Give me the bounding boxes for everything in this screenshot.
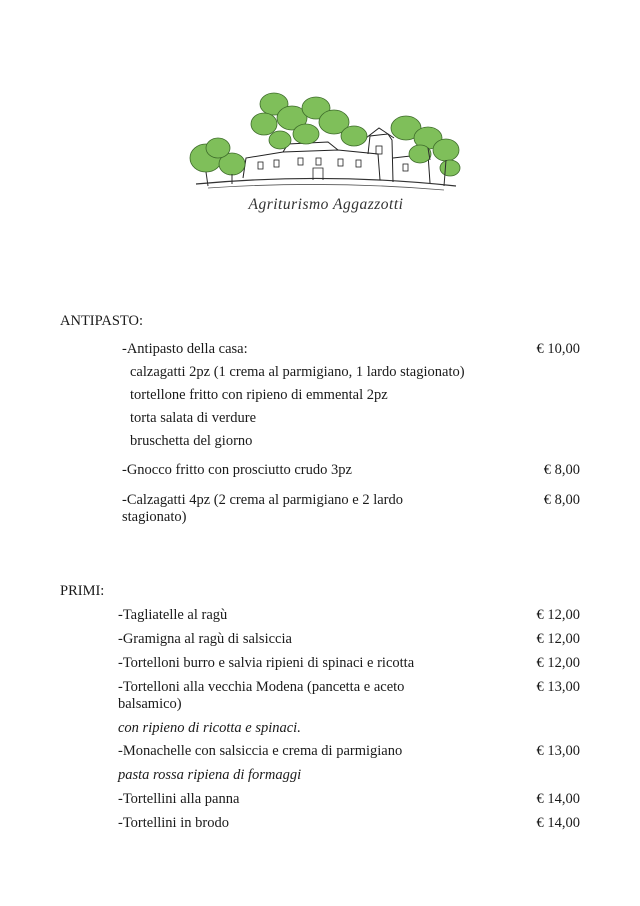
- house-detail: tortellone fritto con ripieno di emmental 2pz: [130, 387, 388, 403]
- menu-item-name: -Calzagatti 4pz (2 crema al parmigiano e 2 lardo stagionato): [122, 492, 404, 525]
- house-detail: bruschetta del giorno: [130, 433, 253, 449]
- menu-item-price: € 10,00: [536, 341, 580, 357]
- menu-item: [118, 655, 580, 673]
- menu-item-price: € 14,00: [536, 791, 580, 807]
- menu-item-name: -Antipasto della casa:: [122, 341, 248, 357]
- menu-item: [118, 607, 580, 625]
- menu-item-price: € 8,00: [543, 462, 580, 478]
- menu-item-name: -Tortellini alla panna: [118, 791, 240, 807]
- section-title-antipasto: ANTIPASTO:: [60, 313, 143, 329]
- menu-item-name: -Monachelle con salsiccia e crema di parmigiano: [118, 743, 403, 759]
- menu-item-name: -Tortellini in brodo: [118, 815, 229, 831]
- menu-item-name: -Tagliatelle al ragù: [118, 607, 228, 623]
- house-detail: calzagatti 2pz (1 crema al parmigiano, 1 lardo stagionato): [130, 364, 465, 380]
- menu-item: [122, 341, 580, 359]
- menu-item: [122, 492, 580, 528]
- agriturismo-logo: [188, 88, 464, 222]
- menu-item-price: € 12,00: [536, 655, 580, 671]
- menu-item-price: € 13,00: [536, 679, 580, 695]
- farmhouse-trees-illustration: [188, 88, 464, 198]
- menu-item: [118, 815, 580, 833]
- menu-item: [122, 462, 580, 480]
- menu-item: [118, 679, 580, 715]
- menu-item-name: -Gramigna al ragù di salsiccia: [118, 631, 292, 647]
- menu-item: [118, 743, 580, 761]
- dish-note: pasta rossa ripiena di formaggi: [118, 767, 302, 783]
- menu-item-price: € 14,00: [536, 815, 580, 831]
- menu-item: [118, 791, 580, 809]
- menu-item: [118, 631, 580, 649]
- menu-item-name: -Tortelloni burro e salvia ripieni di spinaci e ricotta: [118, 655, 415, 671]
- house-detail: torta salata di verdure: [130, 410, 257, 426]
- menu-item-price: € 12,00: [536, 607, 580, 623]
- section-title-primi: PRIMI:: [60, 583, 105, 599]
- menu-item-name: -Gnocco fritto con prosciutto crudo 3pz: [122, 462, 352, 478]
- logo-caption: Agriturismo Aggazzotti: [248, 196, 404, 213]
- menu-item-price: € 8,00: [543, 492, 580, 508]
- menu-item-price: € 12,00: [536, 631, 580, 647]
- menu-item-price: € 13,00: [536, 743, 580, 759]
- dish-note: con ripieno di ricotta e spinaci.: [118, 720, 301, 736]
- menu-item-name: -Tortelloni alla vecchia Modena (pancetta e aceto balsamico): [118, 679, 405, 712]
